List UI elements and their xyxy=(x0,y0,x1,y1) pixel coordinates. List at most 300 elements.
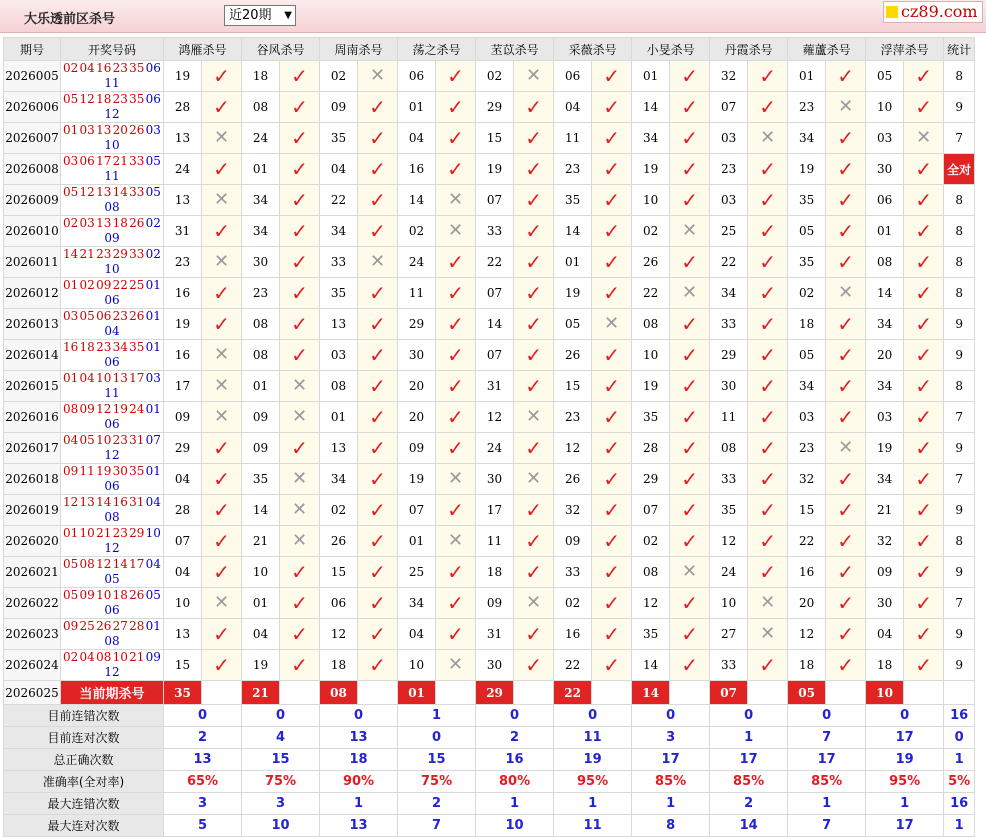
summary-value: 0 xyxy=(554,705,632,727)
front-ball: 26 xyxy=(129,309,145,323)
summary-value: 2 xyxy=(164,727,242,749)
result-cell xyxy=(436,216,476,247)
kill-number: 04 xyxy=(866,619,904,650)
result-cell xyxy=(748,278,788,309)
check-icon: ✓ xyxy=(291,219,308,243)
front-ball: 22 xyxy=(112,278,128,292)
result-cell xyxy=(748,92,788,123)
cross-icon: ✕ xyxy=(448,189,464,210)
period-select[interactable] xyxy=(224,5,296,26)
check-icon: ✓ xyxy=(837,343,855,367)
col-header-expert[interactable]: 鸿雁杀号 xyxy=(164,38,242,61)
front-ball: 27 xyxy=(112,619,128,633)
result-cell xyxy=(670,185,710,216)
check-icon: ✓ xyxy=(525,250,542,274)
check-icon: ✓ xyxy=(915,64,933,88)
check-icon: ✓ xyxy=(915,560,933,584)
draw-numbers xyxy=(61,402,164,433)
front-ball: 08 xyxy=(63,402,79,416)
front-ball: 14 xyxy=(96,495,112,509)
cross-icon: ✕ xyxy=(448,468,464,489)
cross-icon: ✕ xyxy=(448,530,464,551)
row-count: 9 xyxy=(944,340,975,371)
check-icon: ✓ xyxy=(447,250,464,274)
front-ball: 10 xyxy=(96,371,112,385)
cross-icon: ✕ xyxy=(526,406,542,427)
kill-number: 10 xyxy=(710,588,748,619)
check-icon: ✓ xyxy=(603,653,620,677)
cross-icon: ✕ xyxy=(213,406,230,427)
check-icon: ✓ xyxy=(681,405,698,429)
check-icon: ✓ xyxy=(681,653,698,677)
cross-icon: ✕ xyxy=(526,65,542,86)
result-cell xyxy=(514,464,554,495)
draw-numbers xyxy=(61,278,164,309)
check-icon: ✓ xyxy=(915,436,933,460)
result-cell xyxy=(514,402,554,433)
kill-number: 21 xyxy=(866,495,904,526)
current-empty-cell xyxy=(670,681,710,705)
draw-line-1 xyxy=(63,123,161,138)
result-cell xyxy=(904,340,944,371)
check-icon: ✓ xyxy=(603,374,620,398)
result-cell xyxy=(748,557,788,588)
kill-number: 02 xyxy=(632,526,670,557)
result-cell xyxy=(748,371,788,402)
front-ball: 14 xyxy=(112,185,128,199)
check-icon: ✓ xyxy=(837,219,855,243)
kill-number: 02 xyxy=(554,588,592,619)
kill-number: 19 xyxy=(866,433,904,464)
cross-icon: ✕ xyxy=(369,251,386,272)
kill-number: 05 xyxy=(866,61,904,92)
kill-number: 14 xyxy=(476,309,514,340)
result-cell xyxy=(904,650,944,681)
back-ball: 05 xyxy=(145,154,161,168)
summary-value: 10 xyxy=(242,815,320,837)
draw-line-1 xyxy=(63,154,161,169)
draw-line-1 xyxy=(63,495,161,510)
kill-number: 35 xyxy=(320,123,358,154)
kill-number: 34 xyxy=(866,371,904,402)
result-cell xyxy=(904,123,944,154)
result-cell xyxy=(592,526,632,557)
front-ball: 16 xyxy=(63,340,79,354)
front-ball: 21 xyxy=(112,154,128,168)
check-icon: ✓ xyxy=(369,312,386,336)
back-ball: 01 xyxy=(145,278,161,292)
summary-total: 16 xyxy=(944,793,975,815)
kill-number: 31 xyxy=(164,216,202,247)
col-header-expert[interactable]: 苤苡杀号 xyxy=(476,38,554,61)
kill-number: 12 xyxy=(788,619,826,650)
summary-row xyxy=(4,749,975,771)
check-icon: ✓ xyxy=(369,467,386,491)
check-icon: ✓ xyxy=(525,281,542,305)
back-ball: 04 xyxy=(145,557,161,571)
front-ball: 04 xyxy=(63,433,79,447)
draw-line-2 xyxy=(63,169,161,184)
col-header-expert[interactable]: 周南杀号 xyxy=(320,38,398,61)
check-icon: ✓ xyxy=(369,591,386,615)
back-ball: 06 xyxy=(104,603,120,617)
summary-value: 1 xyxy=(554,793,632,815)
current-kill-number: 10 xyxy=(866,681,904,705)
kill-number: 19 xyxy=(164,61,202,92)
draw-line-2 xyxy=(63,572,161,587)
result-cell xyxy=(748,123,788,154)
check-icon: ✓ xyxy=(603,405,620,429)
chevron-down-icon: ▼ xyxy=(284,10,292,21)
back-ball: 06 xyxy=(104,293,120,307)
kill-number: 29 xyxy=(476,92,514,123)
kill-number: 25 xyxy=(710,216,748,247)
result-cell xyxy=(280,433,320,464)
kill-number: 03 xyxy=(788,402,826,433)
result-cell xyxy=(358,309,398,340)
draw-numbers xyxy=(61,526,164,557)
check-icon: ✓ xyxy=(759,405,776,429)
kill-number: 35 xyxy=(788,185,826,216)
check-icon: ✓ xyxy=(603,188,620,212)
result-cell xyxy=(280,402,320,433)
draw-line-2 xyxy=(63,262,161,277)
kill-number: 02 xyxy=(398,216,436,247)
front-ball: 09 xyxy=(79,402,95,416)
cross-icon: ✕ xyxy=(213,251,230,272)
front-ball: 09 xyxy=(96,278,112,292)
current-empty-cell xyxy=(280,681,320,705)
kill-number: 01 xyxy=(398,526,436,557)
back-ball: 09 xyxy=(145,650,161,664)
result-cell xyxy=(748,185,788,216)
kill-number: 19 xyxy=(632,371,670,402)
current-kill-number: 01 xyxy=(398,681,436,705)
kill-number: 19 xyxy=(476,154,514,185)
result-cell xyxy=(514,309,554,340)
row-count: 9 xyxy=(944,92,975,123)
current-period-row xyxy=(4,681,975,705)
check-icon: ✓ xyxy=(525,653,542,677)
result-cell xyxy=(202,123,242,154)
result-cell xyxy=(826,185,866,216)
row-count: 7 xyxy=(944,402,975,433)
result-cell xyxy=(358,495,398,526)
back-ball: 10 xyxy=(104,138,120,152)
check-icon: ✓ xyxy=(915,467,933,491)
kill-number: 17 xyxy=(476,495,514,526)
back-ball: 05 xyxy=(145,588,161,602)
kill-number: 33 xyxy=(710,464,748,495)
back-ball: 01 xyxy=(145,340,161,354)
summary-value: 7 xyxy=(788,727,866,749)
kill-number: 30 xyxy=(710,371,748,402)
check-icon: ✓ xyxy=(213,622,230,646)
result-cell xyxy=(280,464,320,495)
kill-number: 22 xyxy=(554,650,592,681)
kill-number: 19 xyxy=(164,309,202,340)
result-cell xyxy=(514,61,554,92)
check-icon: ✓ xyxy=(837,405,855,429)
result-cell xyxy=(748,619,788,650)
kill-number: 21 xyxy=(242,526,280,557)
kill-number: 17 xyxy=(164,371,202,402)
summary-value: 85% xyxy=(788,771,866,793)
kill-number: 20 xyxy=(788,588,826,619)
result-cell xyxy=(670,619,710,650)
kill-number: 29 xyxy=(164,433,202,464)
kill-number: 04 xyxy=(164,464,202,495)
check-icon: ✓ xyxy=(369,529,386,553)
kill-number: 35 xyxy=(632,619,670,650)
cross-icon: ✕ xyxy=(291,375,308,396)
kill-number: 25 xyxy=(398,557,436,588)
draw-line-2 xyxy=(63,293,161,308)
result-cell xyxy=(358,216,398,247)
front-ball: 23 xyxy=(112,61,128,75)
issue-number: 2026016 xyxy=(4,402,61,433)
table-row xyxy=(4,216,975,247)
table-row xyxy=(4,495,975,526)
kill-number: 16 xyxy=(788,557,826,588)
front-ball: 35 xyxy=(129,61,145,75)
check-icon: ✓ xyxy=(603,126,620,150)
front-ball: 01 xyxy=(63,371,79,385)
result-cell xyxy=(748,340,788,371)
kill-number: 12 xyxy=(476,402,514,433)
kill-number: 34 xyxy=(788,123,826,154)
kill-number: 03 xyxy=(710,123,748,154)
summary-value: 0 xyxy=(866,705,944,727)
check-icon: ✓ xyxy=(759,281,776,305)
check-icon: ✓ xyxy=(681,374,698,398)
summary-value: 2 xyxy=(710,793,788,815)
kill-number: 29 xyxy=(710,340,748,371)
result-cell xyxy=(280,526,320,557)
draw-line-1 xyxy=(63,588,161,603)
kill-number: 30 xyxy=(866,154,904,185)
draw-line-2 xyxy=(63,417,161,432)
check-icon: ✓ xyxy=(447,405,464,429)
check-icon: ✓ xyxy=(915,529,933,553)
col-header-expert[interactable]: 蕹蘆杀号 xyxy=(788,38,866,61)
result-cell xyxy=(592,588,632,619)
kill-number: 15 xyxy=(164,650,202,681)
front-ball: 04 xyxy=(79,650,95,664)
check-icon: ✓ xyxy=(213,653,230,677)
front-ball: 01 xyxy=(63,278,79,292)
kill-number: 29 xyxy=(632,464,670,495)
kill-number: 32 xyxy=(788,464,826,495)
result-cell xyxy=(202,340,242,371)
result-cell xyxy=(592,619,632,650)
check-icon: ✓ xyxy=(681,312,698,336)
result-cell xyxy=(202,464,242,495)
result-cell xyxy=(436,371,476,402)
cross-icon: ✕ xyxy=(760,127,776,148)
result-cell xyxy=(514,340,554,371)
check-icon: ✓ xyxy=(525,157,542,181)
result-cell xyxy=(826,557,866,588)
kill-number: 14 xyxy=(242,495,280,526)
draw-line-1 xyxy=(63,619,161,634)
check-icon: ✓ xyxy=(603,219,620,243)
result-cell xyxy=(670,588,710,619)
check-icon: ✓ xyxy=(369,405,386,429)
check-icon: ✓ xyxy=(213,498,230,522)
kill-number: 12 xyxy=(554,433,592,464)
cross-icon: ✕ xyxy=(213,592,230,613)
check-icon: ✓ xyxy=(213,436,230,460)
current-empty-cell xyxy=(592,681,632,705)
summary-value: 1 xyxy=(398,705,476,727)
check-icon: ✓ xyxy=(291,312,308,336)
check-icon: ✓ xyxy=(447,374,464,398)
kill-number: 23 xyxy=(554,154,592,185)
result-cell xyxy=(202,526,242,557)
draw-line-1 xyxy=(63,371,161,386)
kill-number: 23 xyxy=(788,92,826,123)
front-ball: 12 xyxy=(79,185,95,199)
result-cell xyxy=(280,588,320,619)
front-ball: 11 xyxy=(79,464,95,478)
kill-number: 11 xyxy=(554,123,592,154)
summary-value: 3 xyxy=(242,793,320,815)
result-cell xyxy=(280,309,320,340)
summary-value: 7 xyxy=(398,815,476,837)
front-ball: 02 xyxy=(63,61,79,75)
kill-number: 09 xyxy=(866,557,904,588)
table-row xyxy=(4,557,975,588)
col-header-expert[interactable]: 谷风杀号 xyxy=(242,38,320,61)
result-cell xyxy=(748,433,788,464)
summary-label: 最大连错次数 xyxy=(4,793,164,815)
kill-number: 32 xyxy=(866,526,904,557)
kill-number: 35 xyxy=(554,185,592,216)
check-icon: ✓ xyxy=(447,436,464,460)
check-icon: ✓ xyxy=(525,126,542,150)
result-cell xyxy=(904,278,944,309)
summary-value: 19 xyxy=(866,749,944,771)
kill-number: 34 xyxy=(866,309,904,340)
draw-line-2 xyxy=(63,665,161,680)
row-count: 9 xyxy=(944,309,975,340)
result-cell xyxy=(358,247,398,278)
front-ball: 19 xyxy=(96,464,112,478)
check-icon: ✓ xyxy=(369,157,386,181)
summary-total: 5% xyxy=(944,771,975,793)
check-icon: ✓ xyxy=(681,64,698,88)
cross-icon: ✕ xyxy=(291,406,308,427)
draw-line-2 xyxy=(63,355,161,370)
draw-line-1 xyxy=(63,557,161,572)
kill-number: 19 xyxy=(554,278,592,309)
result-cell xyxy=(514,371,554,402)
cross-icon: ✕ xyxy=(760,592,776,613)
result-cell xyxy=(670,247,710,278)
kill-number-table xyxy=(3,37,975,837)
result-cell xyxy=(592,247,632,278)
summary-label: 最大连对次数 xyxy=(4,815,164,837)
check-icon: ✓ xyxy=(369,219,386,243)
result-cell xyxy=(670,371,710,402)
result-cell xyxy=(826,619,866,650)
kill-number: 26 xyxy=(554,340,592,371)
kill-number: 11 xyxy=(398,278,436,309)
check-icon: ✓ xyxy=(915,157,933,181)
kill-number: 28 xyxy=(164,495,202,526)
issue-number: 2026014 xyxy=(4,340,61,371)
cross-icon: ✕ xyxy=(291,468,308,489)
draw-numbers xyxy=(61,588,164,619)
check-icon: ✓ xyxy=(447,126,464,150)
kill-number: 02 xyxy=(788,278,826,309)
kill-number: 02 xyxy=(320,495,358,526)
draw-numbers xyxy=(61,92,164,123)
draw-line-1 xyxy=(63,185,161,200)
kill-number: 09 xyxy=(242,402,280,433)
check-icon: ✓ xyxy=(369,560,386,584)
result-cell xyxy=(748,464,788,495)
result-cell xyxy=(670,650,710,681)
front-ball: 28 xyxy=(129,619,145,633)
site-logo[interactable] xyxy=(883,1,983,23)
row-count: 9 xyxy=(944,650,975,681)
col-header-expert[interactable]: 小旻杀号 xyxy=(632,38,710,61)
kill-number: 04 xyxy=(320,154,358,185)
check-icon: ✓ xyxy=(837,64,855,88)
back-ball: 12 xyxy=(104,448,120,462)
table-row xyxy=(4,526,975,557)
col-header-expert[interactable]: 采薇杀号 xyxy=(554,38,632,61)
kill-number: 08 xyxy=(866,247,904,278)
check-icon: ✓ xyxy=(603,498,620,522)
kill-number: 30 xyxy=(476,464,514,495)
draw-line-2 xyxy=(63,231,161,246)
result-cell xyxy=(826,123,866,154)
summary-value: 14 xyxy=(710,815,788,837)
check-icon: ✓ xyxy=(291,157,308,181)
issue-number: 2026015 xyxy=(4,371,61,402)
result-cell xyxy=(826,340,866,371)
result-cell xyxy=(358,402,398,433)
issue-number: 2026023 xyxy=(4,619,61,650)
check-icon: ✓ xyxy=(603,467,620,491)
front-ball: 14 xyxy=(63,247,79,261)
back-ball: 12 xyxy=(104,665,120,679)
summary-row xyxy=(4,815,975,837)
front-ball: 26 xyxy=(129,123,145,137)
col-header-expert[interactable]: 浮萍杀号 xyxy=(866,38,944,61)
result-cell xyxy=(202,557,242,588)
summary-value: 16 xyxy=(476,749,554,771)
col-header-expert[interactable]: 丹霞杀号 xyxy=(710,38,788,61)
kill-number: 27 xyxy=(710,619,748,650)
table-row xyxy=(4,433,975,464)
check-icon: ✓ xyxy=(369,343,386,367)
kill-number: 09 xyxy=(554,526,592,557)
kill-number: 10 xyxy=(632,185,670,216)
summary-value: 80% xyxy=(476,771,554,793)
result-cell xyxy=(358,557,398,588)
result-cell xyxy=(202,309,242,340)
check-icon: ✓ xyxy=(291,188,308,212)
summary-value: 0 xyxy=(242,705,320,727)
result-cell xyxy=(436,526,476,557)
check-icon: ✓ xyxy=(291,126,308,150)
kill-number: 35 xyxy=(632,402,670,433)
col-header-expert[interactable]: 荡之杀号 xyxy=(398,38,476,61)
